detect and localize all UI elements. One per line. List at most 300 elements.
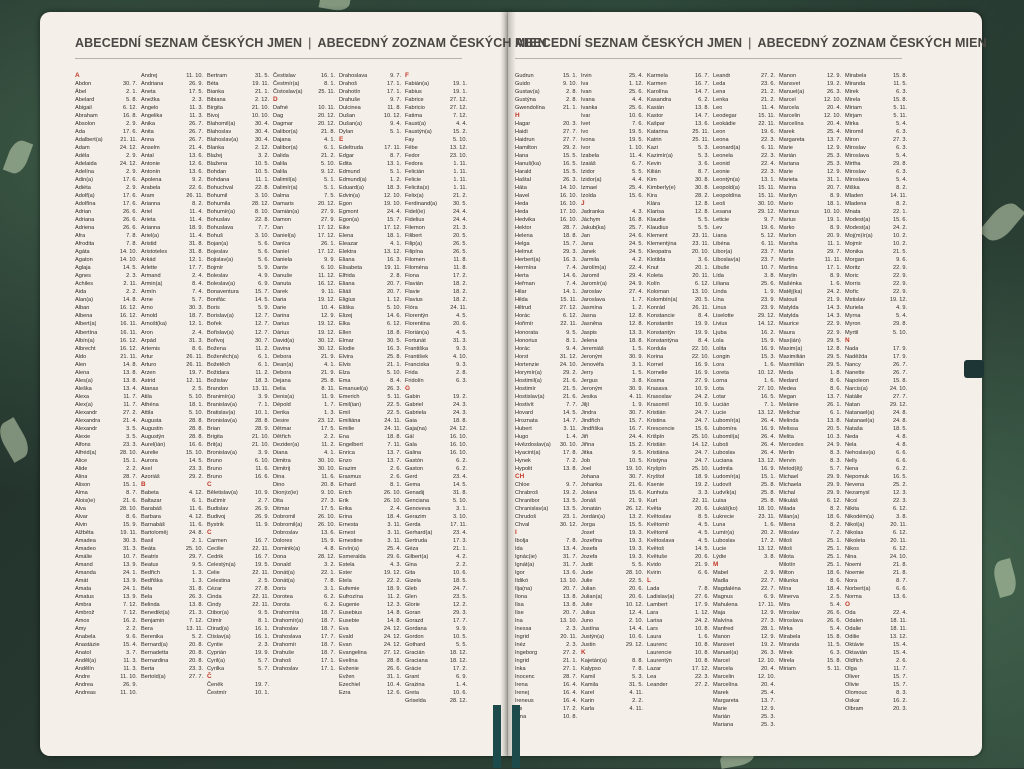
name-day-entry bbox=[713, 88, 779, 96]
entry-date: 13. 7. bbox=[827, 137, 841, 144]
entry-date: 29. 5. bbox=[827, 353, 841, 360]
entry-name: Emil bbox=[339, 409, 350, 416]
name-day-entry bbox=[779, 160, 845, 168]
entry-date: 26. 11. bbox=[186, 353, 203, 360]
entry-date: 15. 3. bbox=[761, 353, 775, 360]
entry-date: 19. 7. bbox=[189, 369, 203, 376]
entry-date: 16. 10. bbox=[449, 433, 467, 440]
entry-name: Květoslava bbox=[647, 537, 675, 544]
name-day-entry bbox=[647, 280, 713, 288]
entry-name: Ctirad(a) bbox=[207, 626, 229, 633]
name-day-entry bbox=[779, 128, 845, 136]
entry-name: Emanuel(a) bbox=[339, 385, 368, 392]
entry-date: 6. 12. bbox=[893, 545, 907, 552]
entry-name: Gaia bbox=[405, 417, 417, 424]
name-day-entry bbox=[207, 401, 273, 409]
entry-name: Agáta bbox=[75, 249, 90, 256]
name-day-entry bbox=[515, 168, 581, 176]
entry-name: Hostislav(a) bbox=[515, 393, 545, 400]
name-day-entry bbox=[141, 489, 207, 497]
name-day-entry bbox=[713, 160, 779, 168]
entry-name: Benjamin bbox=[141, 618, 165, 625]
entry-name: Oktávie bbox=[845, 642, 864, 649]
entry-date: 28. 8. bbox=[387, 658, 401, 665]
name-day-entry bbox=[75, 144, 141, 152]
entry-name: Dajana bbox=[273, 137, 291, 144]
name-day-entry bbox=[339, 625, 405, 633]
entry-date: 4. 8. bbox=[896, 433, 907, 440]
name-day-entry bbox=[273, 393, 339, 401]
entry-date: 11. 6. bbox=[189, 505, 203, 512]
name-day-entry bbox=[141, 577, 207, 585]
entry-name: Alvar bbox=[75, 513, 88, 520]
entry-date: 25. 1. bbox=[827, 545, 841, 552]
name-day-entry bbox=[273, 561, 339, 569]
entry-name: Filomen bbox=[405, 257, 425, 264]
entry-date: 16. 6. bbox=[255, 473, 269, 480]
entry-date: 2. 1. bbox=[126, 89, 137, 96]
entry-name: Jolana bbox=[581, 489, 598, 496]
entry-name: Erich bbox=[339, 489, 352, 496]
entry-name: František bbox=[405, 353, 429, 360]
entry-name: Dépold bbox=[273, 401, 291, 408]
name-day-entry bbox=[845, 489, 911, 497]
entry-name: Barabáš bbox=[141, 505, 162, 512]
name-day-entry bbox=[713, 513, 779, 521]
entry-name: Genciana bbox=[405, 497, 429, 504]
entry-name: Nela bbox=[845, 441, 857, 448]
entry-date: 25. 4. bbox=[629, 73, 643, 79]
entry-name: Nikodém(a) bbox=[845, 513, 874, 520]
name-day-entry bbox=[581, 545, 647, 553]
entry-name: Bruno bbox=[207, 473, 222, 480]
entry-date: 8. 2. bbox=[896, 185, 907, 192]
entry-name: Hortenzie bbox=[515, 361, 539, 368]
name-day-entry bbox=[141, 641, 207, 649]
entry-name: Manon bbox=[779, 73, 797, 79]
entry-name: Dorotea bbox=[273, 594, 293, 601]
entry-date: 17. 1. bbox=[321, 666, 335, 673]
entry-name: Bronislav(a) bbox=[207, 449, 237, 456]
entry-name: Arianna bbox=[141, 225, 161, 232]
entry-date: 23. 3. bbox=[189, 465, 203, 472]
entry-date: 28. 12. bbox=[251, 201, 269, 208]
name-day-entry bbox=[845, 481, 911, 489]
entry-date: 21. 1. bbox=[387, 361, 401, 368]
name-day-entry bbox=[713, 689, 779, 697]
letter-heading: I bbox=[515, 528, 517, 536]
entry-date: 18. 8. bbox=[629, 337, 643, 344]
entry-date: 9. 6. bbox=[896, 257, 907, 264]
name-day-entry bbox=[515, 88, 581, 96]
entry-name: Irenej bbox=[515, 690, 529, 697]
entry-name: Jozefa bbox=[581, 553, 598, 560]
entry-date: 25. 1. bbox=[827, 537, 841, 544]
entry-date: 7. 8. bbox=[126, 241, 137, 248]
entry-date: 31. 12. bbox=[559, 353, 577, 360]
name-day-entry bbox=[515, 665, 581, 673]
entry-name: Longin bbox=[713, 353, 730, 360]
entry-name: Johanka bbox=[581, 481, 603, 488]
entry-date: 4. 11. bbox=[629, 706, 643, 713]
name-day-entry bbox=[647, 152, 713, 160]
entry-date: 1. 12. bbox=[695, 610, 709, 617]
entry-date: 3. 8. bbox=[632, 377, 643, 384]
entry-date: 18. 6. bbox=[827, 513, 841, 520]
entry-name: Adelaida bbox=[75, 161, 97, 168]
entry-date: 22. 4. bbox=[761, 161, 775, 168]
entry-date: 1. 2. bbox=[632, 305, 643, 312]
entry-name: Miriam bbox=[845, 105, 862, 112]
entry-date: 11. 2. bbox=[255, 369, 269, 376]
entry-name: Morris bbox=[845, 281, 861, 288]
entry-name: Mojmír bbox=[845, 241, 863, 248]
entry-date: 6. 6. bbox=[896, 449, 907, 456]
name-day-entry bbox=[405, 641, 471, 649]
entry-date: 6. 11. bbox=[761, 241, 775, 248]
entry-date: 10. 8. bbox=[695, 642, 709, 649]
entry-name: Morgan bbox=[845, 257, 864, 264]
name-day-entry bbox=[647, 417, 713, 425]
name-day-entry bbox=[779, 296, 845, 304]
entry-date: 29. 6. bbox=[387, 553, 401, 560]
name-day-entry bbox=[405, 329, 471, 337]
name-day-entry bbox=[141, 200, 207, 208]
name-day-entry bbox=[405, 96, 471, 104]
name-day-entry bbox=[141, 425, 207, 433]
entry-date: 1. 7. bbox=[632, 297, 643, 304]
entry-name: Jeroným bbox=[581, 353, 603, 360]
entry-date: 8. 2. bbox=[192, 201, 203, 208]
entry-name: Aneta bbox=[141, 89, 156, 96]
name-day-entry bbox=[515, 393, 581, 401]
entry-name: Alina bbox=[75, 473, 88, 480]
name-day-entry bbox=[273, 593, 339, 601]
entry-name: Ingrid bbox=[515, 658, 529, 665]
entry-name: Dezider(a) bbox=[273, 441, 300, 448]
entry-name: Damián(a) bbox=[273, 209, 300, 216]
entry-name: Daria bbox=[273, 297, 287, 304]
entry-date: 13. 12. bbox=[449, 145, 467, 152]
entry-name: Lea bbox=[647, 674, 657, 681]
name-day-entry bbox=[581, 553, 647, 561]
name-day-entry bbox=[405, 184, 471, 192]
name-day-entry bbox=[339, 425, 405, 433]
name-day-entry bbox=[647, 232, 713, 240]
entry-date: 27. 12. bbox=[559, 305, 577, 312]
name-day-entry bbox=[515, 377, 581, 385]
entry-date: 9. 7. bbox=[390, 73, 401, 79]
entry-date: 8. 2. bbox=[896, 201, 907, 208]
entry-date: 4. 2. bbox=[456, 553, 467, 560]
entry-name: Melinda bbox=[779, 417, 799, 424]
entry-date: 17. 2. bbox=[761, 537, 775, 544]
entry-name: Krasoslav bbox=[647, 393, 672, 400]
entry-name: Abdon bbox=[75, 81, 92, 88]
name-day-entry bbox=[207, 80, 273, 88]
entry-date: 10. 5. bbox=[453, 634, 467, 641]
entry-date: 30. 9. bbox=[629, 385, 643, 392]
entry-name: Ljuba bbox=[713, 329, 727, 336]
entry-name: Egon bbox=[339, 201, 353, 208]
entry-name: Dalimír(a) bbox=[273, 185, 298, 192]
name-day-entry bbox=[779, 513, 845, 521]
name-day-entry bbox=[647, 272, 713, 280]
name-day-entry bbox=[713, 705, 779, 713]
entry-date: 26. 7. bbox=[189, 137, 203, 144]
entry-name: Maxmilián bbox=[779, 361, 805, 368]
entry-date: 24. 4. bbox=[629, 433, 643, 440]
entry-date: 29. 4. bbox=[629, 273, 643, 280]
entry-name: Hanuš(ka) bbox=[515, 161, 541, 168]
entry-name: Gastón bbox=[405, 457, 424, 464]
entry-name: Basil bbox=[141, 537, 154, 544]
entry-date: 5. 4. bbox=[830, 602, 841, 609]
name-day-entry bbox=[405, 425, 471, 433]
name-day-entry bbox=[845, 401, 911, 409]
entry-name: Juno bbox=[581, 618, 594, 625]
entry-name: Mirabela bbox=[845, 73, 867, 79]
name-day-entry bbox=[273, 288, 339, 296]
name-day-entry bbox=[273, 449, 339, 457]
entry-name: Blažena bbox=[207, 161, 228, 168]
entry-date: 15. 7. bbox=[629, 417, 643, 424]
name-day-entry bbox=[207, 625, 273, 633]
entry-name: Miromil bbox=[845, 129, 864, 136]
entry-date: 2. 6. bbox=[390, 465, 401, 472]
entry-date: 24. 7. bbox=[695, 417, 709, 424]
entry-date: 24. 2. bbox=[893, 225, 907, 232]
name-day-entry bbox=[339, 80, 405, 88]
entry-date: 1. 12. bbox=[387, 297, 401, 304]
name-day-entry bbox=[647, 224, 713, 232]
entry-name: Drahoslava bbox=[339, 73, 368, 79]
name-day-entry bbox=[845, 184, 911, 192]
entry-name: Luboš bbox=[713, 441, 729, 448]
name-day-entry bbox=[581, 88, 647, 96]
entry-name: Damon bbox=[273, 217, 292, 224]
entry-name: Nikoleta bbox=[845, 537, 866, 544]
name-day-entry bbox=[339, 232, 405, 240]
name-day-entry bbox=[581, 633, 647, 641]
entry-name: Emiliána bbox=[339, 417, 361, 424]
name-day-entry bbox=[207, 665, 273, 673]
entry-date: 4. 3. bbox=[632, 209, 643, 216]
entry-date: 15. 11. bbox=[758, 113, 775, 120]
name-day-entry bbox=[845, 625, 911, 633]
name-day-entry bbox=[75, 657, 141, 665]
entry-name: Kalypso bbox=[581, 666, 601, 673]
entry-date: 28. 7. bbox=[563, 674, 577, 681]
name-day-entry bbox=[207, 465, 273, 473]
name-day-entry bbox=[713, 497, 779, 505]
name-day-entry bbox=[515, 681, 581, 689]
name-day-entry bbox=[779, 665, 845, 673]
entry-date: 5. 10. bbox=[387, 305, 401, 312]
entry-date: 19. 9. bbox=[695, 329, 709, 336]
name-day-entry bbox=[75, 168, 141, 176]
entry-date: 16. 9. bbox=[761, 465, 775, 472]
name-day-entry bbox=[779, 537, 845, 545]
header-slovak: ABECEDNÝ ZOZNAM ČESKÝCH MIEN bbox=[757, 36, 987, 50]
name-day-entry bbox=[273, 465, 339, 473]
entry-date: 3. 9. bbox=[258, 393, 269, 400]
name-day-entry bbox=[647, 208, 713, 216]
name-day-entry bbox=[713, 481, 779, 489]
entry-name: Marcelin bbox=[713, 674, 735, 681]
name-day-entry bbox=[515, 577, 581, 585]
entry-date: 11. 3. bbox=[123, 666, 137, 673]
entry-name: Ida bbox=[515, 545, 523, 552]
bookmark-ribbon bbox=[493, 705, 501, 768]
entry-date: 25. 4. bbox=[629, 185, 643, 192]
entry-name: Leonie bbox=[713, 169, 730, 176]
name-day-entry bbox=[581, 232, 647, 240]
name-day-entry bbox=[273, 256, 339, 264]
name-day-entry bbox=[581, 216, 647, 224]
entry-date: 14. 3. bbox=[827, 305, 841, 312]
name-day-entry bbox=[405, 585, 471, 593]
entry-date: 16. 1. bbox=[321, 73, 335, 79]
entry-date: 8. 7. bbox=[126, 489, 137, 496]
entry-date: 3. 1. bbox=[324, 586, 335, 592]
name-day-entry bbox=[207, 593, 273, 601]
entry-name: Klotilda bbox=[647, 257, 666, 264]
entry-name: Evan bbox=[339, 642, 352, 649]
entry-date: 6. 6. bbox=[698, 569, 709, 576]
entry-name: Merlin bbox=[779, 449, 795, 456]
name-day-entry bbox=[141, 369, 207, 377]
entry-name: Ilsa bbox=[515, 602, 524, 609]
entry-name: Bertold(a) bbox=[141, 674, 166, 681]
entry-date: 8. 2. bbox=[830, 521, 841, 528]
entry-date: 2. 5. bbox=[830, 594, 841, 601]
entry-name: Evženie bbox=[339, 666, 359, 673]
entry-date: 6. 3. bbox=[896, 89, 907, 96]
entry-name: Ludomír(a) bbox=[713, 473, 741, 480]
name-day-entry bbox=[647, 593, 713, 601]
entry-date: 8. 1. bbox=[390, 481, 401, 488]
name-day-entry bbox=[581, 72, 647, 80]
entry-date: 24. 2. bbox=[827, 289, 841, 296]
name-day-entry bbox=[141, 248, 207, 256]
entry-date: 27. 2. bbox=[123, 409, 137, 416]
entry-name: Ales(a) bbox=[75, 377, 93, 384]
entry-name: Nena bbox=[845, 465, 859, 472]
name-day-entry bbox=[405, 345, 471, 353]
entry-date: 15. 10. bbox=[185, 449, 203, 456]
entry-name: Hagar bbox=[515, 121, 531, 128]
entry-name: Estela bbox=[339, 561, 355, 568]
name-day-entry bbox=[647, 176, 713, 184]
name-day-entry bbox=[339, 176, 405, 184]
name-day-entry bbox=[713, 401, 779, 409]
name-day-entry bbox=[581, 585, 647, 593]
entry-name: Ludmila bbox=[713, 465, 733, 472]
name-day-entry bbox=[515, 553, 581, 561]
letter-heading: CH bbox=[515, 472, 525, 480]
name-day-entry bbox=[845, 497, 911, 505]
entry-name: Mirka bbox=[779, 626, 793, 633]
entry-date: 5. 4. bbox=[830, 626, 841, 633]
name-day-entry bbox=[713, 721, 779, 729]
entry-date: 11. 10. bbox=[186, 73, 203, 79]
entry-date: 15. 7. bbox=[563, 241, 577, 248]
entry-name: Kornel bbox=[647, 361, 664, 368]
entry-date: 2. 1. bbox=[192, 537, 203, 544]
entry-date: 12. 7. bbox=[255, 321, 269, 328]
name-day-entry bbox=[405, 633, 471, 641]
entry-date: 5. 6. bbox=[258, 249, 269, 256]
entry-date: 13. 10. bbox=[559, 618, 577, 625]
entry-date: 19. 9. bbox=[255, 650, 269, 657]
entry-date: 2. 2. bbox=[456, 561, 467, 568]
entry-date: 8. 6. bbox=[830, 577, 841, 584]
entry-date: 31. 1. bbox=[827, 177, 841, 184]
name-day-entry bbox=[273, 329, 339, 337]
entry-date: 14. 5. bbox=[123, 265, 137, 272]
name-day-entry bbox=[405, 288, 471, 296]
entry-date: 27. 2. bbox=[761, 73, 775, 79]
entry-name: Kajetán(a) bbox=[581, 658, 607, 665]
entry-name: Jenovéfa bbox=[581, 361, 604, 368]
entry-name: Alfréd(a) bbox=[75, 449, 97, 456]
name-day-entry bbox=[339, 240, 405, 248]
entry-name: Aurora bbox=[141, 457, 158, 464]
left-header-rule bbox=[75, 58, 462, 59]
name-day-entry bbox=[713, 537, 779, 545]
entry-date: 20. 4. bbox=[827, 105, 841, 112]
entry-date: 5. 10. bbox=[453, 137, 467, 144]
entry-name: Ilse bbox=[515, 610, 524, 617]
entry-name: Mirek bbox=[845, 89, 859, 96]
name-day-entry bbox=[845, 505, 911, 513]
name-day-entry bbox=[713, 657, 779, 665]
entry-name: Borislav(a) bbox=[207, 313, 234, 320]
entry-date: 2. 5. bbox=[192, 385, 203, 392]
entry-date: 8. 2. bbox=[830, 505, 841, 512]
entry-name: Bohuslava bbox=[207, 225, 234, 232]
entry-date: 6. 3. bbox=[896, 169, 907, 176]
name-day-entry bbox=[647, 489, 713, 497]
entry-date: 16. 3. bbox=[563, 257, 577, 264]
entry-date: 18. 4. bbox=[387, 513, 401, 520]
name-day-entry bbox=[141, 433, 207, 441]
name-day-entry bbox=[713, 288, 779, 296]
entry-date: 25. 4. bbox=[387, 545, 401, 552]
name-day-entry bbox=[141, 96, 207, 104]
name-day-entry bbox=[779, 176, 845, 184]
name-day-entry bbox=[141, 353, 207, 361]
entry-name: Fabrice bbox=[405, 97, 424, 104]
entry-name: Laurenc bbox=[647, 642, 668, 649]
entry-name: Cyril(a) bbox=[207, 658, 226, 665]
entry-date: 2. 6. bbox=[896, 658, 907, 665]
name-day-entry bbox=[779, 345, 845, 353]
entry-name: Květomil bbox=[647, 529, 669, 536]
entry-name: Oliver bbox=[845, 674, 860, 681]
name-day-entry bbox=[581, 144, 647, 152]
name-day-entry bbox=[339, 481, 405, 489]
entry-name: Eike bbox=[339, 225, 350, 232]
entry-date: 19. 12. bbox=[317, 329, 335, 336]
entry-name: Lada bbox=[647, 586, 660, 592]
entry-name: Arturo bbox=[141, 361, 157, 368]
entry-name: Medard bbox=[779, 377, 798, 384]
name-day-entry bbox=[405, 353, 471, 361]
name-day-entry bbox=[141, 192, 207, 200]
entry-name: Maximilián bbox=[779, 353, 806, 360]
